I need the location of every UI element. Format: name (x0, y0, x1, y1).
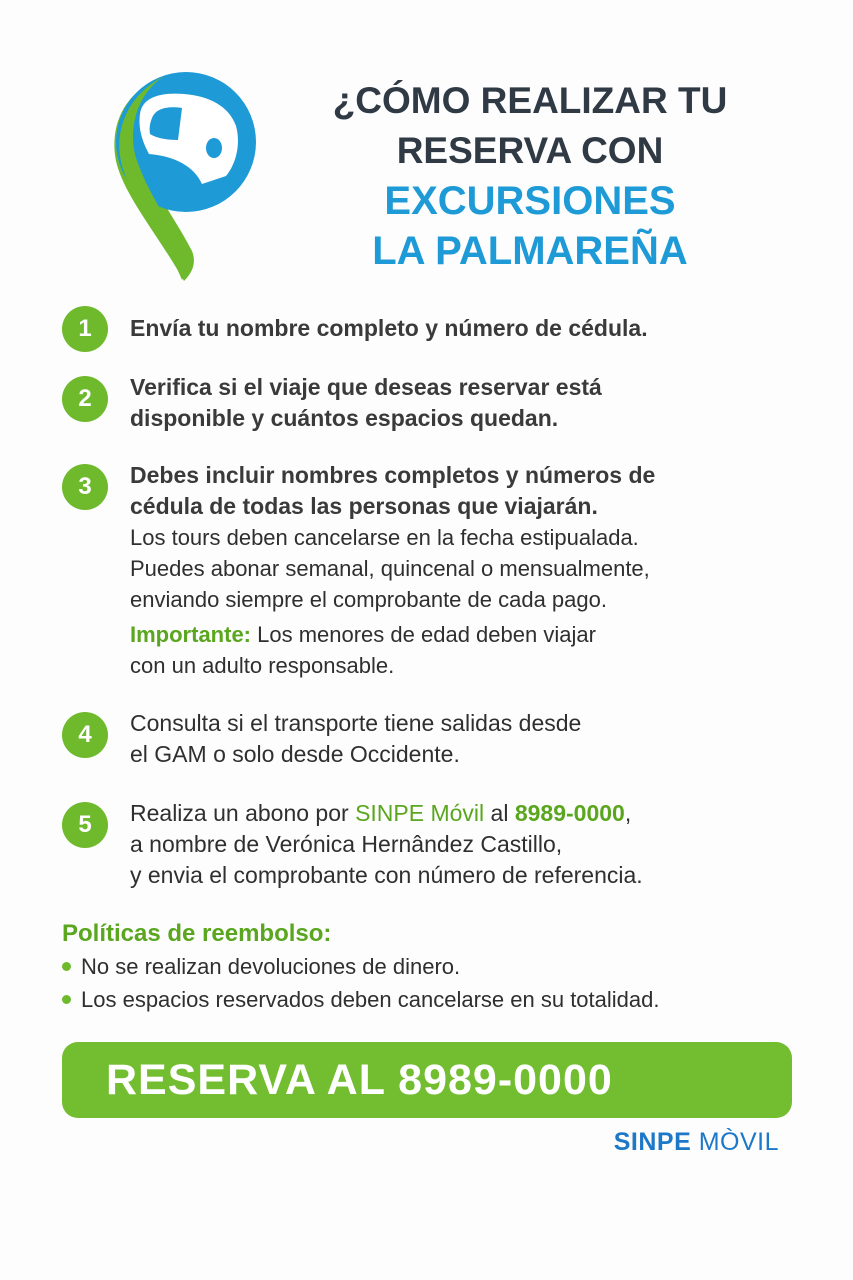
sinpe-brand-light: MÒVIL (691, 1128, 779, 1156)
title-line-4: LA PALMAREÑA (372, 229, 688, 273)
step-3-important (130, 619, 770, 650)
step-4-line-1: Consulta si el transporte tiene salidas desde (130, 710, 582, 736)
step-3-extra-1: Los tours deben cancelarse en la fecha estipualada. (130, 525, 639, 550)
reserve-banner[interactable] (62, 1042, 792, 1118)
step-1 (62, 306, 770, 352)
step-3-line-2: cédula de todas las personas que viajarán. (130, 493, 598, 519)
map-pin-bus-icon (104, 66, 264, 286)
step-number-badge: 5 (62, 802, 108, 848)
step-3-extra-2: Puedes abonar semanal, quincenal o mensualmente, (130, 556, 650, 581)
sinpe-movil-logo (614, 1128, 779, 1157)
policy-item-text: Los espacios reservados deben cancelarse en su totalidad. (81, 987, 660, 1012)
policies-title: Políticas de reembolso: (62, 920, 332, 947)
reserve-banner-label: RESERVA AL 8989-0000 (106, 1055, 613, 1104)
policy-item-text: No se realizan devoluciones de dinero. (81, 954, 461, 979)
important-label: Importante: (130, 622, 251, 647)
step-number-badge: 4 (62, 712, 108, 758)
sinpe-movil-text: SINPE Móvil (355, 800, 485, 826)
step-5-line-1 (130, 798, 770, 829)
title-line-1: ¿CÓMO REALIZAR TU (332, 80, 728, 121)
step-4 (62, 708, 770, 770)
step-3-line-1: Debes incluir nombres completos y números de (130, 462, 656, 488)
step-number-badge: 3 (62, 464, 108, 510)
title-line-2: RESERVA CON (396, 130, 664, 171)
sinpe-brand-bold: SINPE (613, 1128, 692, 1156)
step-3-extra-3: enviando siempre el comprobante de cada pago. (130, 587, 607, 612)
step-2-line-1: Verifica si el viaje que deseas reservar está (130, 374, 602, 400)
step-number-badge: 1 (62, 306, 108, 352)
step-3 (62, 460, 770, 681)
step-3-important-line-2: con un adulto responsable. (130, 653, 395, 678)
policy-item (62, 983, 802, 1016)
important-text: Los menores de edad deben viajar (251, 622, 596, 647)
step-5-line-2: a nombre de Verónica Hernândez Castillo, (130, 831, 563, 857)
step-5-line-3: y envia el comprobante con número de referencia. (130, 862, 643, 888)
step-number-badge: 2 (62, 376, 108, 422)
step-2 (62, 372, 770, 434)
refund-policies (62, 918, 802, 1016)
step-5-text-c: al (484, 800, 515, 826)
page-title (290, 76, 770, 276)
policy-item (62, 950, 802, 983)
step-5-text-a: Realiza un abono por (130, 800, 356, 826)
step-1-text: Envía tu nombre completo y número de cédula. (130, 315, 648, 341)
step-5 (62, 798, 770, 891)
step-4-line-2: el GAM o solo desde Occidente. (130, 741, 460, 767)
bullet-dot-icon (62, 995, 71, 1004)
step-5-text-e: , (624, 800, 632, 826)
bullet-dot-icon (62, 962, 71, 971)
title-line-3: EXCURSIONES (384, 179, 676, 223)
step-2-line-2: disponible y cuántos espacios quedan. (130, 405, 559, 431)
phone-number: 8989-0000 (514, 800, 625, 826)
